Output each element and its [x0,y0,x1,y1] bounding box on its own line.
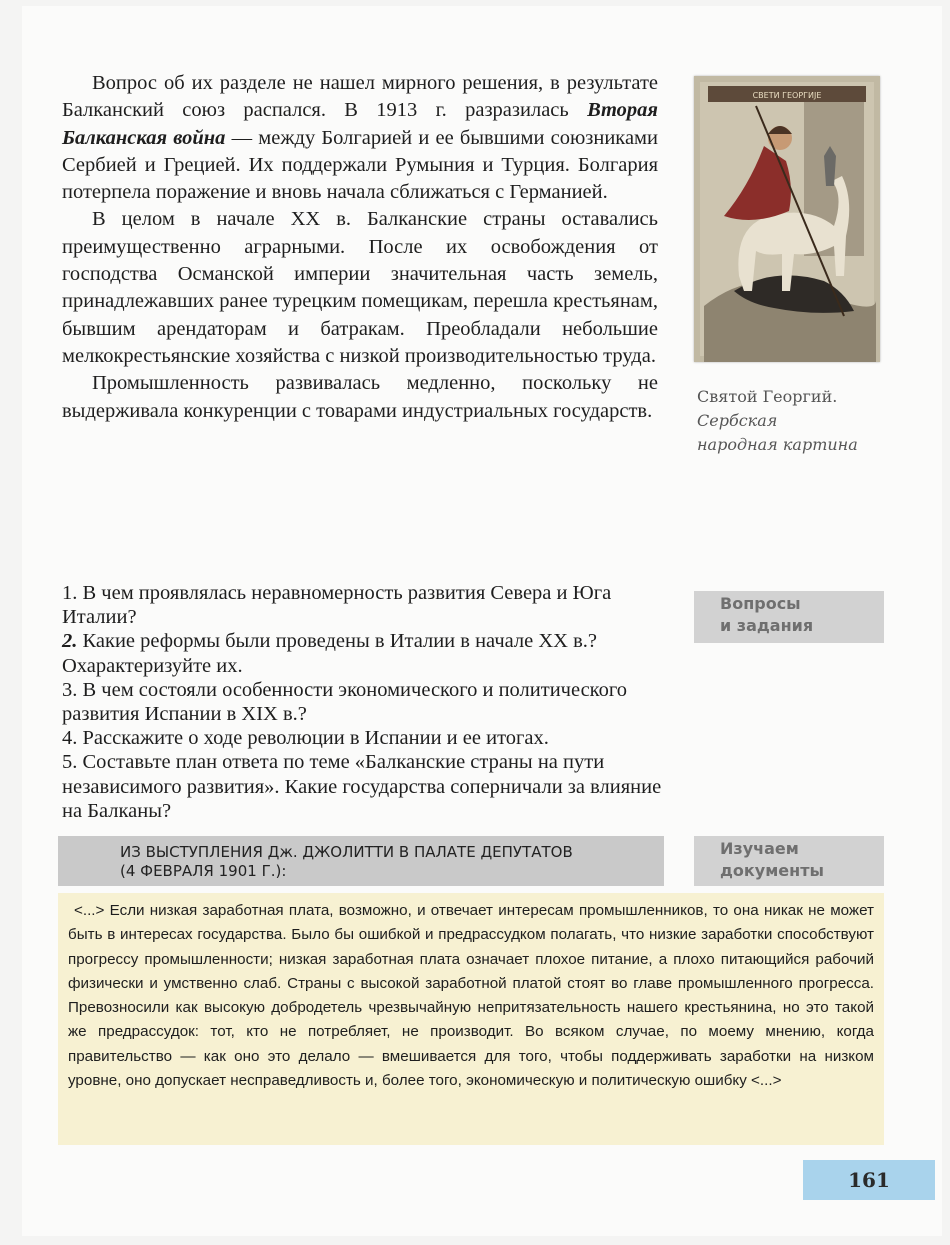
question-text: В чем проявлялась неравномерность развития Севера и Юга Италии? [62,582,612,629]
question-text: Какие реформы были проведены в Италии в начале XX в.? Охарактеризуйте их. [62,630,598,677]
questions-list [62,581,682,823]
question-number: 3. [62,678,78,701]
document-title-line-2: (4 ФЕВРАЛЯ 1901 Г.): [120,862,287,880]
page-number: 161 [803,1160,935,1200]
question-item [62,581,682,629]
question-item [62,629,682,677]
question-number: 4. [62,727,78,750]
document-excerpt-text: <...> Если низкая заработная плата, возможно, и отвечает интересам промышленников, то она никак не может быть в интересах государства. Было бы ошибкой и предрассудком полагать, что низкие заработки способствуют прогрессу промышленности; низкая заработная плата означает плохое питание, а плохо питающийся рабочий физически и умственно слаб. Страны с высокой заработной платой стоят во главе промышленного прогресса. Превозносили как высокую добродетель чрезвычайную непритязательность нашего крестьянина, но это такой же предрассудок: тот, кто не потребляет, не производит. Во всяком случае, по моему мнению, когда правительство — как оно это делало — вмешивается для того, чтобы поддерживать заработки на низком уровне, оно допускает несправедливость и, более того, экономическую и политическую ошибку <...> [68,902,874,1090]
question-number: 1. [62,582,78,604]
document-title-bar [58,836,664,886]
document-excerpt [58,893,884,1145]
documents-label-line-2: документы [720,861,824,880]
question-number: 5. [62,751,78,774]
question-number: 2. [62,630,78,653]
saint-george-painting-image [694,76,880,362]
paragraph-2: В целом в начале XX в. Балканские страны оставались преимущественно аграрными. После их освобождения от господства Османской империи значительная часть земель, принадлежавших ранее турецким помещикам, перешла крестьянам, бывшим арендаторам и батракам. Преобладали небольшие мелкокрестьянские хозяйства с низкой производительностью труда. [62,208,658,367]
question-item [62,678,682,726]
illustration-caption [697,385,917,457]
caption-subtitle-1: Сербская [697,411,778,430]
main-text [62,70,658,425]
paragraph-1-start: Вопрос об их разделе не нашел мирного решения, в результате Балканский союз распался. В 1913 г. разразилась [62,72,658,122]
documents-section-label [694,836,884,886]
caption-title: Святой Георгий. [697,387,838,406]
question-text: Составьте план ответа по теме «Балканские страны на пути независимого развития». Какие государства соперничали за влияние на Балканы? [62,751,662,822]
question-item [62,726,682,750]
documents-label-line-1: Изучаем [720,839,799,858]
document-title-line-1: ИЗ ВЫСТУПЛЕНИЯ Дж. ДЖОЛИТТИ В ПАЛАТЕ ДЕПУТАТОВ [120,843,573,861]
caption-subtitle-2: народная картина [697,435,858,454]
painting-inscription: СВЕТИ ГЕОРГИЈЕ [752,91,822,100]
question-text: Расскажите о ходе революции в Испании и ее итогах. [77,727,549,750]
saint-george-illustration [694,76,880,362]
paragraph-1 [62,70,658,206]
question-text: В чем состояли особенности экономического и политического развития Испании в XIX в.? [62,678,628,726]
questions-section-label [694,591,884,643]
term-text: Вторая Балканская война [62,99,658,149]
paragraph-3: Промышленность развивалась медленно, поскольку не выдерживала конкуренции с товарами индустриальных государств. [62,372,658,422]
questions-label-line-2: и задания [720,616,814,635]
paragraph-1-end: — между Болгарией и ее бывшими союзниками Сербией и Грецией. Их поддержали Румыния и Турция. Болгария потерпела поражение и вновь начала сближаться с Германией. [62,126,658,204]
questions-label-line-1: Вопросы [720,594,801,613]
question-item [62,750,682,823]
